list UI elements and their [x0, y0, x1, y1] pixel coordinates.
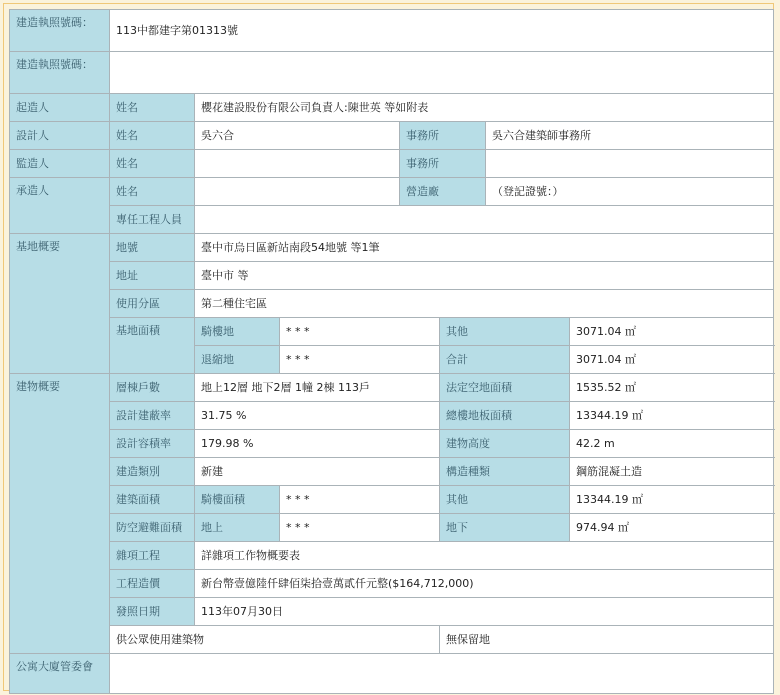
bldg-far-label: 設計容積率	[110, 430, 195, 458]
row-permit-no	[10, 10, 774, 52]
bldg-coverage-value: 31.75 %	[195, 402, 440, 430]
bldg-type-label: 建造類別	[110, 458, 195, 486]
site-lot-label: 地號	[110, 234, 195, 262]
bldg-structure-label: 構造種類	[440, 458, 570, 486]
row-engineer	[10, 206, 774, 234]
bldg-open-space-value: 1535.52 ㎡	[570, 374, 774, 402]
row-site-lot	[10, 234, 774, 262]
row-contractor	[10, 178, 774, 206]
permit-no-label: 建造執照號碼：	[10, 10, 110, 52]
contractor-name-value	[195, 178, 400, 206]
site-total-label: 合計	[440, 346, 570, 374]
row-bldg-coverage	[10, 402, 774, 430]
bldg-floors-label: 層棟戶數	[110, 374, 195, 402]
bldg-height-label: 建物高度	[440, 430, 570, 458]
contractor-label: 承造人	[10, 178, 110, 234]
site-zone-value: 第二種住宅區	[195, 290, 774, 318]
bldg-floors-value: 地上12層 地下2層 1幢 2棟 113戶	[195, 374, 440, 402]
bldg-shelter-below-value: 974.94 ㎡	[570, 514, 774, 542]
bldg-shelter-label: 防空避難面積	[110, 514, 195, 542]
contractor-name-label: 姓名	[110, 178, 195, 206]
row-bldg-shelter	[10, 514, 774, 542]
supervisor-name-label: 姓名	[110, 150, 195, 178]
bldg-other-value: 13344.19 ㎡	[570, 486, 774, 514]
row-site-address	[10, 262, 774, 290]
row-permit-no-2	[10, 52, 774, 94]
engineer-label: 專任工程人員	[110, 206, 195, 234]
row-bldg-issue	[10, 598, 774, 626]
site-total-value: 3071.04 ㎡	[570, 346, 774, 374]
bldg-arcade-value: * * *	[280, 486, 440, 514]
applicant-name-value: 櫻花建設股份有限公司負責人:陳世英 等如附表	[195, 94, 774, 122]
bldg-shelter-above-value: * * *	[280, 514, 440, 542]
row-applicant	[10, 94, 774, 122]
committee-label: 公寓大廈管委會	[10, 654, 110, 694]
site-other-label: 其他	[440, 318, 570, 346]
designer-name-label: 姓名	[110, 122, 195, 150]
bldg-misc-label: 雜項工程	[110, 542, 195, 570]
site-arcade-label: 騎樓地	[195, 318, 280, 346]
site-address-value: 臺中市 等	[195, 262, 774, 290]
bldg-issue-label: 發照日期	[110, 598, 195, 626]
site-arcade-value: * * *	[280, 318, 440, 346]
building-section-label: 建物概要	[10, 374, 110, 654]
bldg-shelter-above-label: 地上	[195, 514, 280, 542]
contractor-firm-label: 營造廠	[400, 178, 486, 206]
bldg-cost-label: 工程造價	[110, 570, 195, 598]
row-supervisor	[10, 150, 774, 178]
supervisor-label: 監造人	[10, 150, 110, 178]
bldg-coverage-label: 設計建蔽率	[110, 402, 195, 430]
bldg-public-value: 無保留地	[440, 626, 774, 654]
bldg-issue-value: 113年07月30日	[195, 598, 774, 626]
row-bldg-area	[10, 486, 774, 514]
applicant-label: 起造人	[10, 94, 110, 122]
permit-no-2-value	[110, 52, 774, 94]
bldg-shelter-below-label: 地下	[440, 514, 570, 542]
designer-label: 設計人	[10, 122, 110, 150]
row-bldg-misc	[10, 542, 774, 570]
site-section-label: 基地概要	[10, 234, 110, 374]
row-site-area	[10, 318, 774, 346]
site-area-label: 基地面積	[110, 318, 195, 374]
permit-table	[9, 9, 774, 694]
bldg-other-label: 其他	[440, 486, 570, 514]
bldg-public-label: 供公眾使用建築物	[110, 626, 440, 654]
bldg-height-value: 42.2 m	[570, 430, 774, 458]
row-bldg-cost	[10, 570, 774, 598]
contractor-firm-value: （登記證號：）	[486, 178, 774, 206]
engineer-value	[195, 206, 774, 234]
row-bldg-public	[10, 626, 774, 654]
designer-name-value: 吳六合	[195, 122, 400, 150]
designer-office-label: 事務所	[400, 122, 486, 150]
bldg-total-floor-label: 總樓地板面積	[440, 402, 570, 430]
site-other-value: 3071.04 ㎡	[570, 318, 774, 346]
row-committee	[10, 654, 774, 694]
bldg-far-value: 179.98 %	[195, 430, 440, 458]
site-address-label: 地址	[110, 262, 195, 290]
page-frame	[3, 3, 774, 691]
designer-office-value: 吳六合建築師事務所	[486, 122, 774, 150]
bldg-total-floor-value: 13344.19 ㎡	[570, 402, 774, 430]
site-zone-label: 使用分區	[110, 290, 195, 318]
bldg-area-label: 建築面積	[110, 486, 195, 514]
row-bldg-far	[10, 430, 774, 458]
supervisor-name-value	[195, 150, 400, 178]
row-bldg-type	[10, 458, 774, 486]
permit-no-2-label: 建造執照號碼：	[10, 52, 110, 94]
bldg-arcade-label: 騎樓面積	[195, 486, 280, 514]
bldg-type-value: 新建	[195, 458, 440, 486]
row-bldg-floors	[10, 374, 774, 402]
supervisor-office-value	[486, 150, 774, 178]
bldg-cost-value: 新台幣壹億陸仟肆佰柒拾壹萬貳仟元整($164,712,000)	[195, 570, 774, 598]
bldg-open-space-label: 法定空地面積	[440, 374, 570, 402]
applicant-name-label: 姓名	[110, 94, 195, 122]
supervisor-office-label: 事務所	[400, 150, 486, 178]
bldg-misc-value: 詳雜項工作物概要表	[195, 542, 774, 570]
site-setback-label: 退縮地	[195, 346, 280, 374]
site-setback-value: * * *	[280, 346, 440, 374]
bldg-structure-value: 鋼筋混凝土造	[570, 458, 774, 486]
row-designer	[10, 122, 774, 150]
site-lot-value: 臺中市烏日區新站南段54地號 等1筆	[195, 234, 774, 262]
permit-no-value: 113中都建字第01313號	[110, 10, 774, 52]
committee-value	[110, 654, 774, 694]
row-site-zone	[10, 290, 774, 318]
